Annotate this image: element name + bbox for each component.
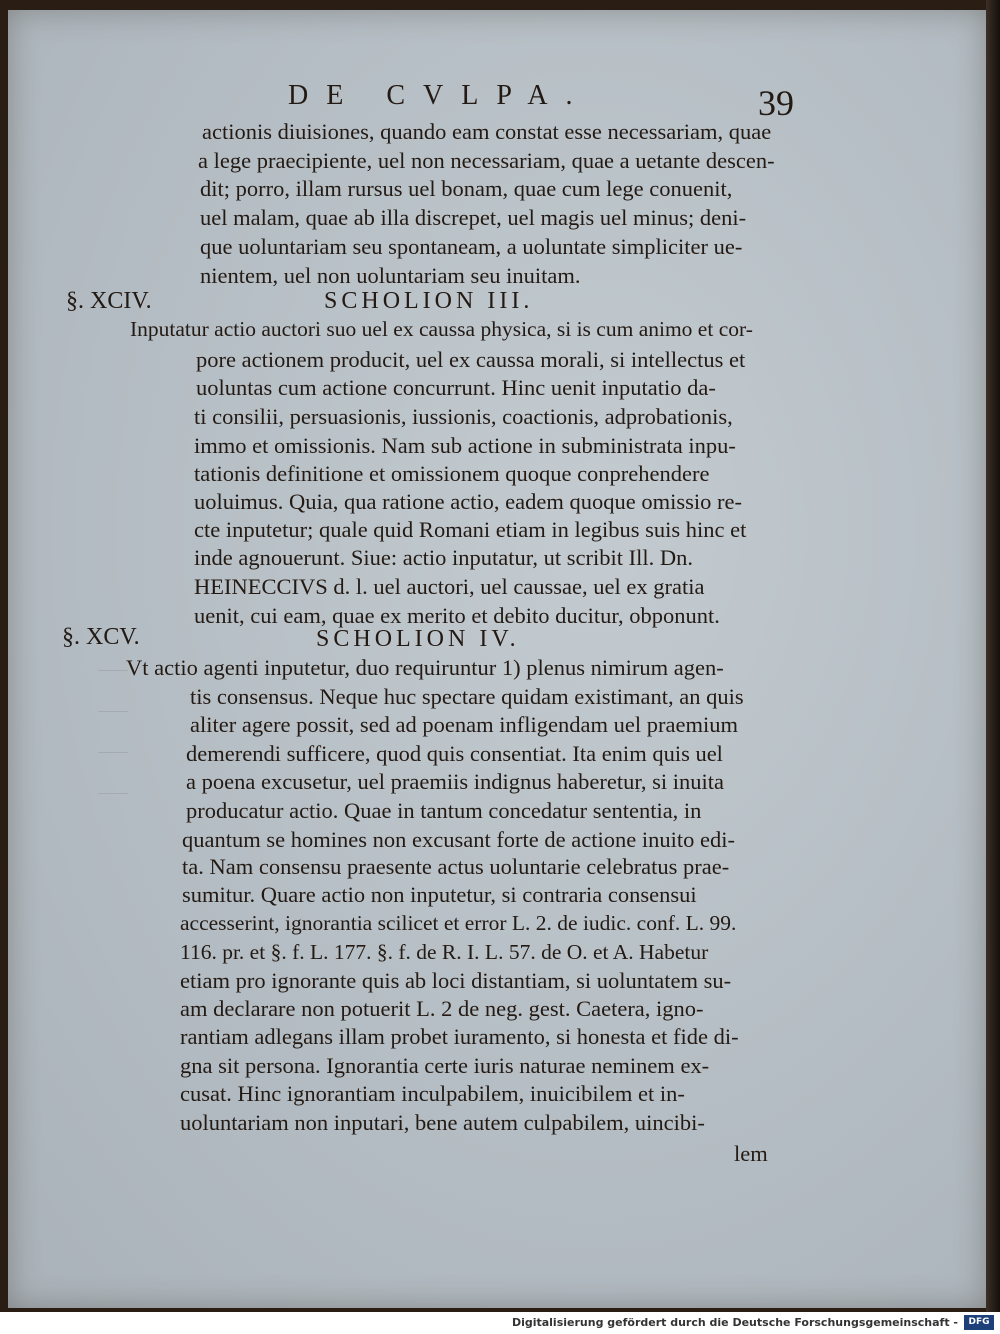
- text-line: cusat. Hinc ignorantiam inculpabilem, inuicibilem et in-: [180, 1081, 685, 1106]
- text-line: gna sit persona. Ignorantia certe iuris naturae neminem ex-: [180, 1053, 710, 1078]
- text-line: accesserint, ignorantia scilicet et error L. 2. de iudic. conf. L. 99.: [180, 911, 737, 935]
- text-line: inde agnouerunt. Siue: actio inputatur, ut scribit Ill. Dn.: [194, 545, 693, 570]
- text-line: cte inputetur; quale quid Romani etiam in legibus suis hinc et: [194, 517, 747, 542]
- show-through-marks: [98, 670, 138, 1050]
- section-heading: SCHOLION IV.: [316, 626, 520, 652]
- text-line: am declarare non potuerit L. 2 de neg. gest. Caetera, igno-: [180, 996, 704, 1021]
- text-line: dit; porro, illam rursus uel bonam, quae cum lege conuenit,: [200, 176, 733, 201]
- text-line: uoluntariam non inputari, bene autem culpabilem, uincibi-: [180, 1110, 705, 1135]
- section-number: §. XCV.: [62, 624, 140, 650]
- text-line: uenit, cui eam, quae ex merito et debito ducitur, obponunt.: [194, 603, 720, 628]
- text-line: ti consilii, persuasionis, iussionis, coactionis, adprobationis,: [194, 404, 733, 429]
- text-line: tis consensus. Neque huc spectare quidam existimant, an quis: [190, 684, 744, 709]
- text-line: uoluimus. Quia, qua ratione actio, eadem quoque omissio re-: [194, 489, 742, 514]
- page-number: 39: [758, 83, 794, 123]
- text-line: a poena excusetur, uel praemiis indignus haberetur, si inuita: [186, 769, 725, 794]
- text-line: HEINECCIVS d. l. uel auctori, uel caussae, uel ex gratia: [194, 574, 705, 599]
- text-line: producatur actio. Quae in tantum concedatur sententia, in: [186, 798, 702, 823]
- page-edge: [986, 0, 1000, 1312]
- catchword: lem: [734, 1141, 768, 1166]
- funding-note: Digitalisierung gefördert durch die Deutsche Forschungsgemeinschaft -: [511, 1316, 958, 1329]
- section-heading: SCHOLION III.: [324, 288, 534, 314]
- text-line: tationis definitione et omissionem quoque conprehendere: [194, 461, 710, 486]
- text-line: nientem, uel non uoluntariam seu inuitam.: [200, 263, 581, 288]
- text-line: sumitur. Quare actio non inputetur, si contraria consensui: [182, 882, 697, 907]
- text-line: pore actionem producit, uel ex caussa morali, si intellectus et: [196, 347, 746, 372]
- running-head: DE CVLPA.: [288, 80, 591, 111]
- text-line: uoluntas cum actione concurrunt. Hinc uenit inputatio da-: [196, 375, 716, 400]
- text-line: actionis diuisiones, quando eam constat esse necessariam, quae: [202, 119, 772, 144]
- dfg-logo: DFG: [964, 1315, 994, 1330]
- text-line: que uoluntariam seu spontaneam, a uoluntate simpliciter ue-: [200, 234, 743, 259]
- text-line: demerendi sufficere, quod quis consentiat. Ita enim quis uel: [186, 741, 723, 766]
- text-line: Vt actio agenti inputetur, duo requiruntur 1) plenus nimirum agen-: [126, 655, 724, 680]
- text-line: 116. pr. et §. f. L. 177. §. f. de R. I. L. 57. de O. et A. Habetur: [180, 940, 709, 964]
- text-line: Inputatur actio auctori suo uel ex caussa physica, si is cum animo et cor-: [130, 317, 753, 341]
- text-line: a lege praecipiente, uel non necessariam, quae a uetante descen-: [198, 148, 775, 173]
- text-line: immo et omissionis. Nam sub actione in subministrata inpu-: [194, 433, 736, 458]
- text-line: ta. Nam consensu praesente actus uoluntarie celebratus prae-: [182, 854, 730, 879]
- text-line: rantiam adlegans illam probet iuramento, si honesta et fide di-: [180, 1024, 739, 1049]
- text-line: uel malam, quae ab illa discrepet, uel magis uel minus; deni-: [200, 205, 747, 230]
- section-number: §. XCIV.: [66, 288, 152, 314]
- text-line: quantum se homines non excusant forte de actione inuito edi-: [182, 827, 735, 852]
- text-line: etiam pro ignorante quis ab loci distantiam, si uoluntatem su-: [180, 968, 732, 993]
- text-line: aliter agere possit, sed ad poenam infligendam uel praemium: [190, 712, 738, 737]
